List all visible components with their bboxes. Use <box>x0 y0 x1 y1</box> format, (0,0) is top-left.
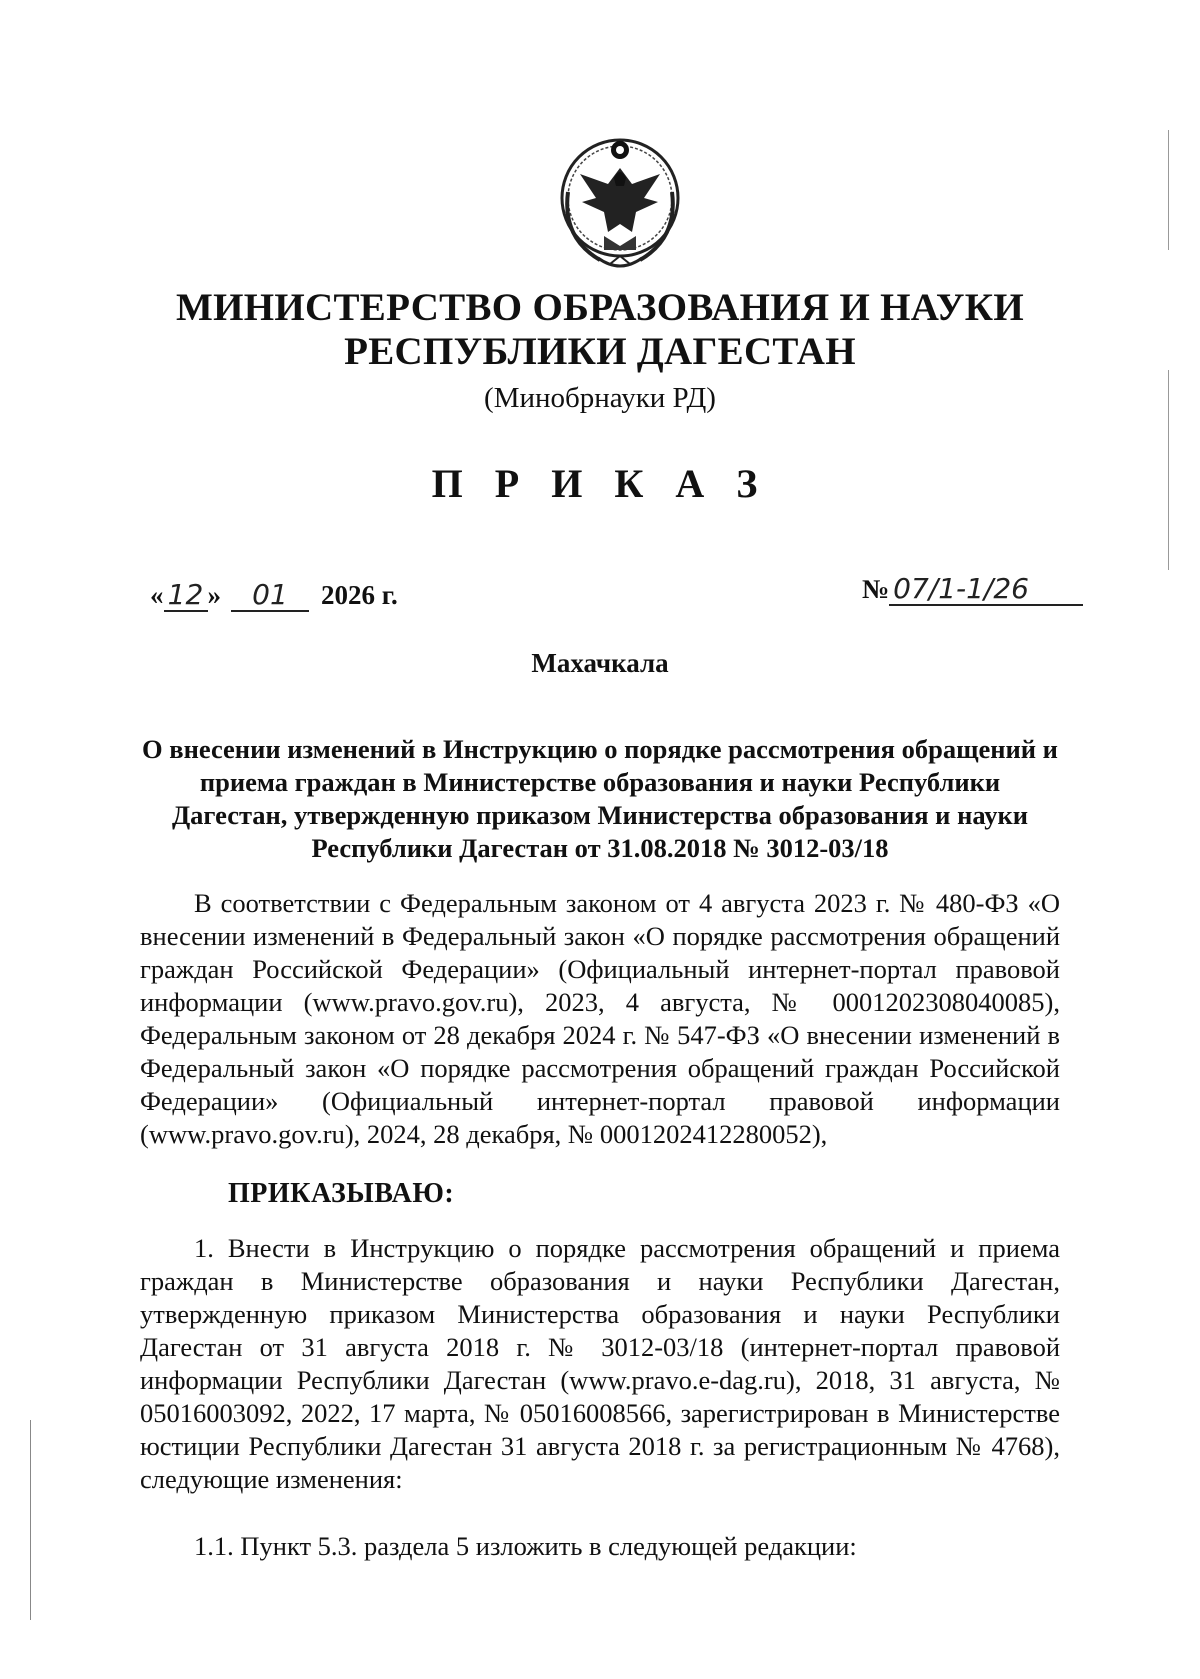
date-year: 2026 г. <box>321 580 398 610</box>
ministry-name-line2: РЕСПУБЛИКИ ДАГЕСТАН <box>344 330 856 373</box>
scan-margin-mark-right <box>1168 370 1169 570</box>
date-day-handwritten: 12 <box>164 580 208 612</box>
preamble-paragraph: В соответствии с Федеральным законом от 4 августа 2023 г. № 480-ФЗ «О внесении изменений в Федеральный закон «О порядке рассмотрения обращений граждан Российской Федерации» (Официальный интернет-портал правовой информации (www.pravo.gov.ru), 2023, 4 августа, № 0001202308040085), Федеральным законом от 28 декабря 2024 г. № 547-ФЗ «О внесении изменений в Федеральный закон «О порядке рассмотрения обращений граждан Российской Федерации» (Официальный интернет-портал правовой информации (www.pravo.gov.ru), 2024, 28 декабря, № 0001202412280052), <box>140 888 1060 1149</box>
decree-heading: ПРИКАЗЫВАЮ: <box>228 1178 455 1209</box>
number-sign: № <box>862 574 890 604</box>
order-number <box>862 574 1083 606</box>
order-number-handwritten: 07/1-1/26 <box>889 574 1083 606</box>
date-close-quote: » <box>207 580 221 610</box>
scan-margin-mark-right <box>1168 130 1169 250</box>
date-open-quote: « <box>150 580 164 610</box>
order-date <box>150 580 398 612</box>
scan-margin-mark-left <box>30 1420 31 1620</box>
ministry-short-name: (Минобрнауки РД) <box>484 382 716 414</box>
ministry-name-line1: МИНИСТЕРСТВО ОБРАЗОВАНИЯ И НАУКИ <box>176 286 1024 329</box>
order-subject: О внесении изменений в Инструкцию о порядке рассмотрения обращений и приема граждан в Министерстве образования и науки Республики Дагестан, утвержденную приказом Министерства образования и науки Республики Дагестан от 31.08.2018 № 3012-03/18 <box>142 734 1058 863</box>
city-name: Махачкала <box>531 648 669 678</box>
item-1-1-paragraph: 1.1. Пункт 5.3. раздела 5 изложить в следующей редакции: <box>194 1531 857 1561</box>
item-1-paragraph: 1. Внести в Инструкцию о порядке рассмотрения обращений и приема граждан в Министерстве образования и науки Республики Дагестан, утвержденную приказом Министерства образования и науки Республики Дагестан от 31 августа 2018 г. № 3012-03/18 (интернет-портал правовой информации Республики Дагестан (www.pravo.e-dag.ru), 2018, 31 августа, № 05016003092, 2022, 17 марта, № 05016008566, зарегистрирован в Министерстве юстиции Республики Дагестан 31 августа 2018 г. за регистрационным № 4768), следующие изменения: <box>140 1233 1060 1494</box>
coat-of-arms-emblem <box>540 128 700 280</box>
date-month-handwritten: 01 <box>231 580 309 612</box>
document-type-title: П Р И К А З <box>431 461 769 506</box>
